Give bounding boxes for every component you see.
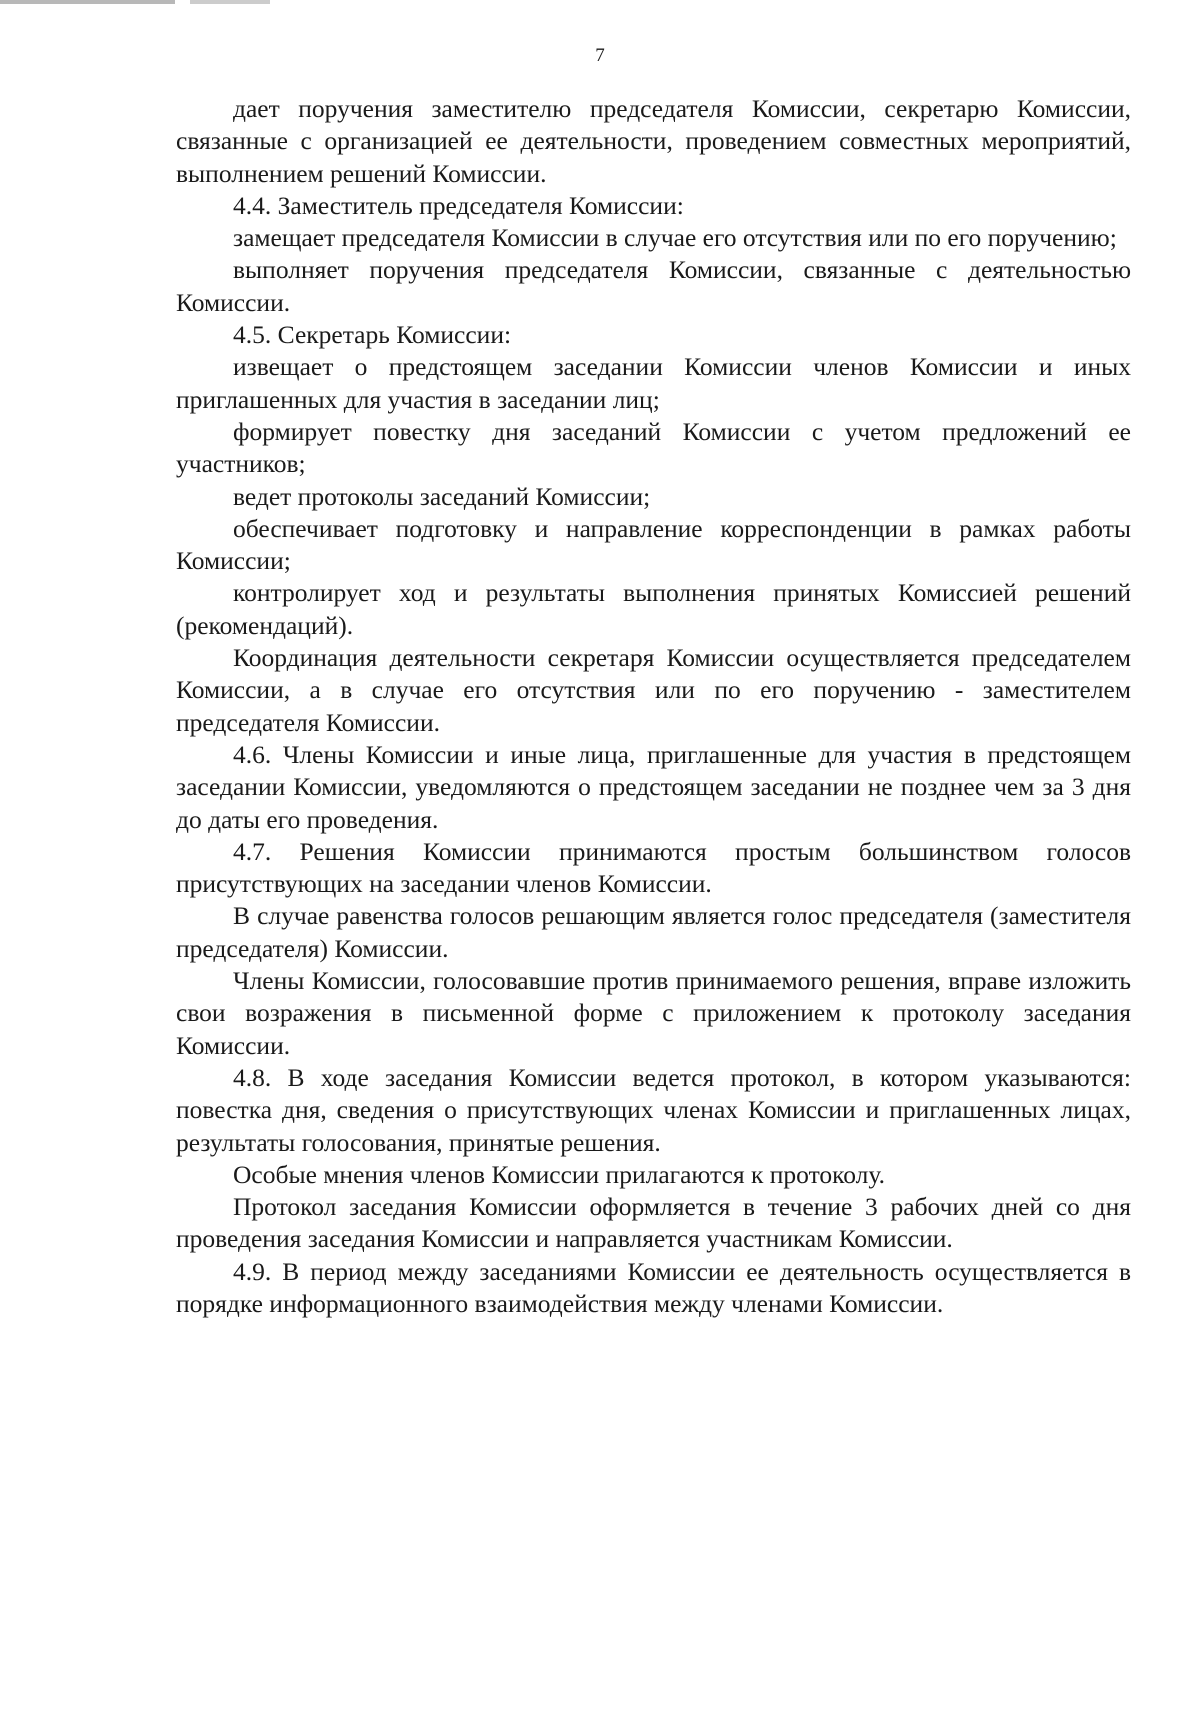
paragraph-secretary-correspondence: обеспечивает подготовку и направление корреспонденции в рамках работы Комиссии; (176, 513, 1131, 576)
paragraph-secretary-coordination: Координация деятельности секретаря Комиссии осуществляется председателем Комиссии, а в случае его отсутствия или по его поручению - заместителем председателя Комиссии. (176, 643, 1131, 737)
page-number: 7 (595, 45, 605, 66)
document-body (176, 93, 1131, 1320)
paragraph-dissenting-opinions: Особые мнения членов Комиссии прилагаются к протоколу. (233, 1159, 885, 1189)
paragraph-4-7: 4.7. Решения Комиссии принимаются простым большинством голосов присутствующих на заседании членов Комиссии. (176, 836, 1131, 899)
paragraph-4-5-heading: 4.5. Секретарь Комиссии: (233, 320, 512, 350)
paragraph-secretary-agenda: формирует повестку дня заседаний Комиссии с учетом предложений ее участников; (176, 416, 1131, 479)
paragraph-deputy-replaces: замещает председателя Комиссии в случае его отсутствия или по его поручению; (233, 223, 1117, 253)
paragraph-4-8: 4.8. В ходе заседания Комиссии ведется протокол, в котором указываются: повестка дня, сведения о присутствующих членах Комиссии и приглашенных лицах, результаты голосования, принятые решения. (176, 1062, 1131, 1157)
paragraph-deputy-executes: выполняет поручения председателя Комиссии, связанные с деятельностью Комиссии. (176, 255, 1131, 317)
paragraph-secretary-notifies: извещает о предстоящем заседании Комиссии членов Комиссии и иных приглашенных для участия в заседании лиц; (176, 352, 1131, 414)
paragraph-chairman-assignments: дает поручения заместителю председателя Комиссии, секретарю Комиссии, связанные с организацией ее деятельности, проведением совместных мероприятий, выполнением решений Комиссии. (176, 94, 1131, 188)
scan-edge-mark (0, 0, 270, 4)
paragraph-secretary-controls: контролирует ход и результаты выполнения принятых Комиссией решений (рекомендаций). (176, 578, 1131, 640)
paragraph-4-6: 4.6. Члены Комиссии и иные лица, приглашенные для участия в предстоящем заседании Комиссии, уведомляются о предстоящем заседании не позднее чем за 3 дня до даты его проведения. (176, 739, 1131, 834)
paragraph-objections: Члены Комиссии, голосовавшие против принимаемого решения, вправе изложить свои возражения в письменной форме с приложением к протоколу заседания Комиссии. (176, 966, 1131, 1060)
paragraph-4-4-heading: 4.4. Заместитель председателя Комиссии: (233, 190, 684, 220)
paragraph-4-9: 4.9. В период между заседаниями Комиссии ее деятельность осуществляется в порядке информационного взаимодействия между членами Комиссии. (176, 1256, 1131, 1318)
paragraph-secretary-minutes: ведет протоколы заседаний Комиссии; (233, 481, 651, 511)
paragraph-tie-vote: В случае равенства голосов решающим является голос председателя (заместителя председателя) Комиссии. (176, 901, 1131, 963)
paragraph-minutes-timing: Протокол заседания Комиссии оформляется в течение 3 рабочих дней со дня проведения заседания Комиссии и направляется участникам Комиссии. (176, 1192, 1131, 1254)
